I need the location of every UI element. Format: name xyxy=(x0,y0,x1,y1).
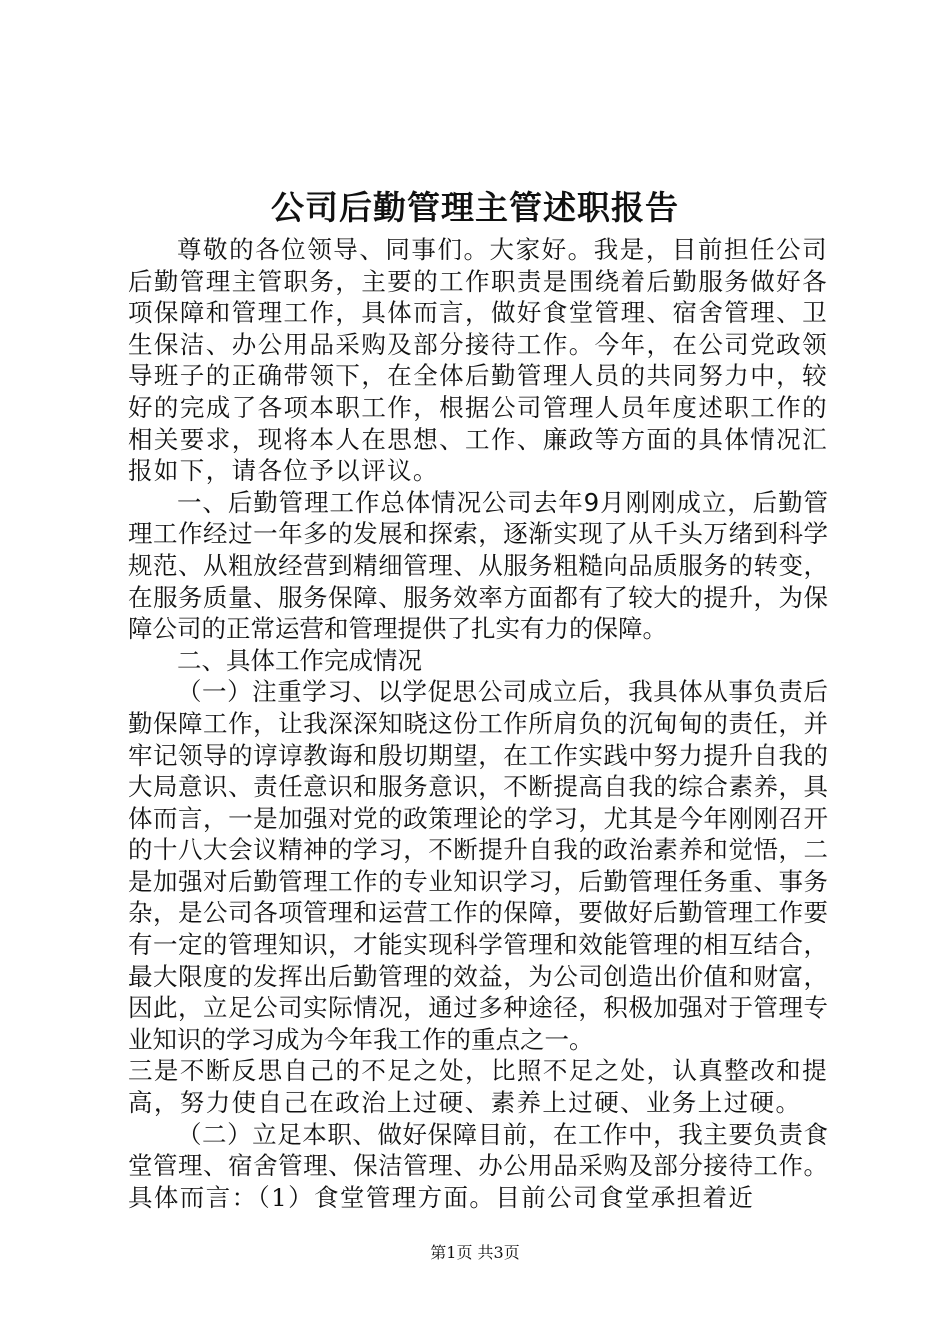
document-title: 公司后勤管理主管述职报告 xyxy=(271,188,679,227)
paragraph-section-2-heading: 二、具体工作完成情况 xyxy=(177,645,422,675)
paragraph-subsection-1: （一）注重学习、以学促思公司成立后，我具体从事负责后勤保障工作，让我深深知晓这份工作所肩负的沉甸甸的责任，并牢记领导的谆谆教诲和殷切期望，在工作实践中努力提升自我的大局意识、责任意识和服务意识，不断提高自我的综合素养，具体而言，一是加强对党的政策理论的学习，尤其是今年刚刚召开的十八大会议精神的学习，不断提升自我的政治素养和觉悟，二是加强对后勤管理工作的专业知识学习，后勤管理任务重、事务杂，是公司各项管理和运营工作的保障，要做好后勤管理工作要有一定的管理知识，才能实现科学管理和效能管理的相互结合，最大限度的发挥出后勤管理的效益，为公司创造出价值和财富，因此，立足公司实际情况，通过多种途径，积极加强对于管理专业知识的学习成为今年我工作的重点之一。 xyxy=(128,677,828,1054)
page-number: 第1页 共3页 xyxy=(430,1243,520,1262)
paragraph-intro: 尊敬的各位领导、同事们。大家好。我是，目前担任公司后勤管理主管职务，主要的工作职责是围绕着后勤服务做好各项保障和管理工作，具体而言，做好食堂管理、宿舍管理、卫生保洁、办公用品采购及部分接待工作。今年，在公司党政领导班子的正确带领下，在全体后勤管理人员的共同努力中，较好的完成了各项本职工作，根据公司管理人员年度述职工作的相关要求，现将本人在思想、工作、廉政等方面的具体情况汇报如下，请各位予以评议。 xyxy=(128,235,828,486)
subsection-2-lead: （二）立足本职、做好保障目前，在工作中，我主要负责食堂管理、宿舍管理、保洁管理、办公用品采购及部分接待工作。 xyxy=(128,1119,828,1181)
paragraph-subsection-2 xyxy=(128,1119,828,1214)
document-body xyxy=(128,234,828,1213)
subsection-2-detail: 具体而言：（1）食堂管理方面。目前公司食堂承担着近 xyxy=(128,1182,755,1212)
paragraph-subsection-1-continued: 三是不断反思自己的不足之处，比照不足之处，认真整改和提高，努力使自己在政治上过硬、素养上过硬、业务上过硬。 xyxy=(128,1056,828,1118)
paragraph-section-1: 一、后勤管理工作总体情况公司去年9月刚刚成立，后勤管理工作经过一年多的发展和探索，逐渐实现了从千头万绪到科学规范、从粗放经营到精细管理、从服务粗糙向品质服务的转变，在服务质量、服务保障、服务效率方面都有了较大的提升，为保障公司的正常运营和管理提供了扎实有力的保障。 xyxy=(128,487,828,644)
